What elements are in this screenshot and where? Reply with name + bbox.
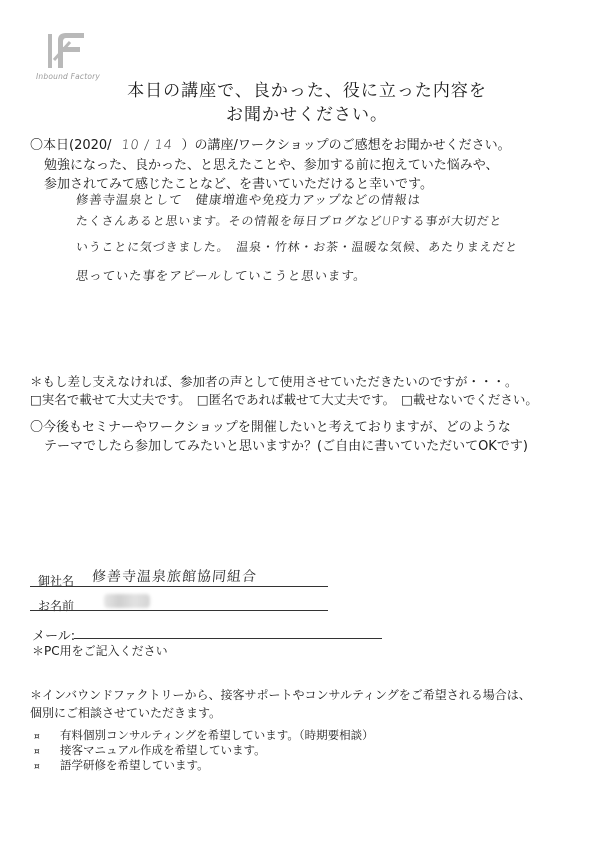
q1-date-handwritten: 10 / 14 — [120, 138, 174, 153]
page-title-line2: お聞かせください。 — [226, 105, 388, 125]
consent-note: ＊もし差し支えなければ、参加者の声として使用させていただきたいのですが・・・。 — [30, 374, 518, 389]
bullet-icon: ¤ — [34, 747, 40, 757]
answer-line4: 思っていた事をアピールしていこうと思います。 — [75, 268, 368, 283]
consent-anonymous-checkbox[interactable]: □匿名であれば載せて大丈夫です。 — [196, 392, 396, 407]
bullet-icon: ¤ — [34, 732, 40, 742]
email-label: メール: — [32, 629, 76, 644]
page-title-line1: 本日の講座で、良かった、役に立った内容を — [127, 81, 487, 101]
footer-option-manual-label: 接客マニュアル作成を希望しています。 — [60, 743, 266, 757]
company-label: 御社名 — [38, 574, 75, 588]
footer-option-manual[interactable] — [34, 742, 266, 758]
q1-prompt — [30, 134, 511, 153]
answer-line3: いうことに気づきました。 温泉・竹林・お茶・温暖な気候、あたりまえだと — [75, 240, 519, 254]
footer-option-consulting[interactable] — [34, 727, 374, 743]
q1-prefix: 〇本日(2020/ — [30, 138, 112, 153]
inbound-factory-logo-icon — [44, 30, 94, 70]
consent-options — [30, 390, 538, 408]
consent-decline-checkbox[interactable]: □載せないでください。 — [401, 392, 538, 407]
footer-line2: 個別にご相談させていただきます。 — [30, 706, 222, 720]
q1-line3: 参加されてみて感じたことなど、を書いていただけると幸いです。 — [44, 177, 433, 192]
company-value[interactable]: 修善寺温泉旅館協同組合 — [91, 569, 258, 585]
answer-line2: たくさんあると思います。その情報を毎日ブログなどUPする事が大切だと — [75, 214, 503, 228]
redacted-name — [104, 594, 150, 608]
footer-option-language[interactable] — [34, 757, 209, 773]
company-rule — [30, 586, 328, 587]
name-rule — [30, 610, 328, 611]
email-rule — [74, 638, 382, 639]
q1-suffix: ）の講座/ワークショップのご感想をお聞かせください。 — [181, 138, 511, 153]
q2-line2: テーマでしたら参加してみたいと思いますか？(ご自由に書いていただいてOKです) — [44, 439, 528, 454]
name-label: お名前 — [38, 599, 75, 613]
answer-line1: 修善寺温泉として 健康増進や免疫力アップなどの情報は — [75, 192, 422, 207]
footer-option-language-label: 語学研修を希望しています。 — [60, 758, 209, 772]
q2-line1: 〇今後もセミナーやワークショップを開催したいと考えておりますが、どのような — [30, 420, 511, 435]
bullet-icon: ¤ — [34, 762, 40, 772]
email-note: ＊PC用をご記入ください — [32, 644, 168, 658]
footer-option-consulting-label: 有料個別コンサルティングを希望しています。（時期要相談） — [60, 728, 374, 742]
q1-line2: 勉強になった、良かった、と思えたことや、参加する前に抱えていた悩みや、 — [44, 158, 499, 173]
footer-line1: ＊インバウンドファクトリーから、接客サポートやコンサルティングをご希望される場合は、 — [30, 688, 531, 702]
logo-text: Inbound Factory — [36, 72, 101, 81]
consent-real-name-checkbox[interactable]: □実名で載せて大丈夫です。 — [30, 392, 191, 407]
